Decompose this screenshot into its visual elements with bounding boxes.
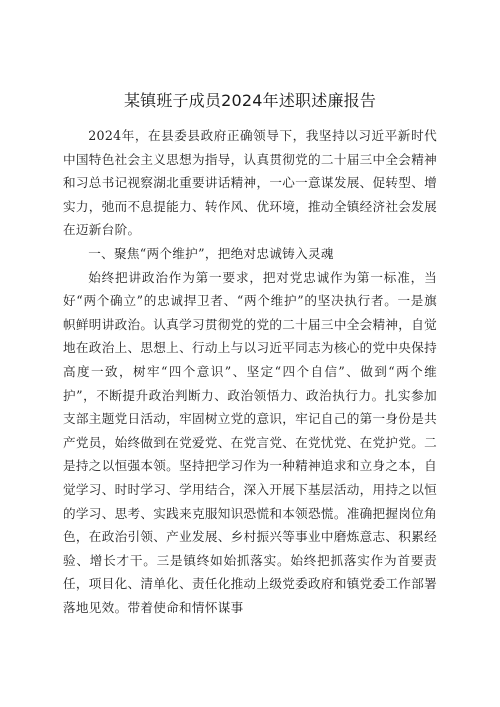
document-title: 某镇班子成员2024年述职述廉报告 xyxy=(123,91,377,110)
intro-paragraph: 2024年，在县委县政府正确领导下，我坚持以习近平新时代中国特色社会主义思想为指导，认真贯彻党的二十届三中全会精神和习总书记视察湖北重要讲话精神，一心一意谋发展、促转型、增实力，弛而不息提能力、转作风、优环境，推动全镇经济社会发展在迈新台阶。 xyxy=(63,128,437,238)
section-paragraph: 始终把讲政治作为第一要求，把对党忠诚作为第一标准，当好“两个确立”的忠诚捍卫者、“两个维护”的坚决执行者。一是旗帜鲜明讲政治。认真学习贯彻党的党的二十届三中全会精神，自觉地在政治上、思想上、行动上与以习近平同志为核心的党中央保持高度一致，树牢“四个意识”、坚定“四个自信”、做到“两个维护”，不断提升政治判断力、政治领悟力、政治执行力。扎实参加支部主题党日活动，牢固树立党的意识，牢记自己的第一身份是共产党员，始终做到在党爱党、在党言党、在党忧党、在党护党。二是持之以恒强本领。坚持把学习作为一种精神追求和立身之本，自觉学习、时时学习、学用结合，深入开展下基层活动，用持之以恒的学习、思考、实践来克服知识恐慌和本领恐慌。准确把握岗位角色，在政治引领、产业发展、乡村振兴等事业中磨炼意志、积累经验、增长才干。三是镇终如始抓落实。始终把抓落实作为首要责任，项目化、清单化、责任化推动上级党委政府和镇党委工作部署落地见效。带着使命和情怀谋事 xyxy=(63,269,437,615)
document-body xyxy=(63,124,437,619)
section-heading: 一、聚焦“两个维护”，把绝对忠诚铸入灵魂 xyxy=(88,245,334,261)
